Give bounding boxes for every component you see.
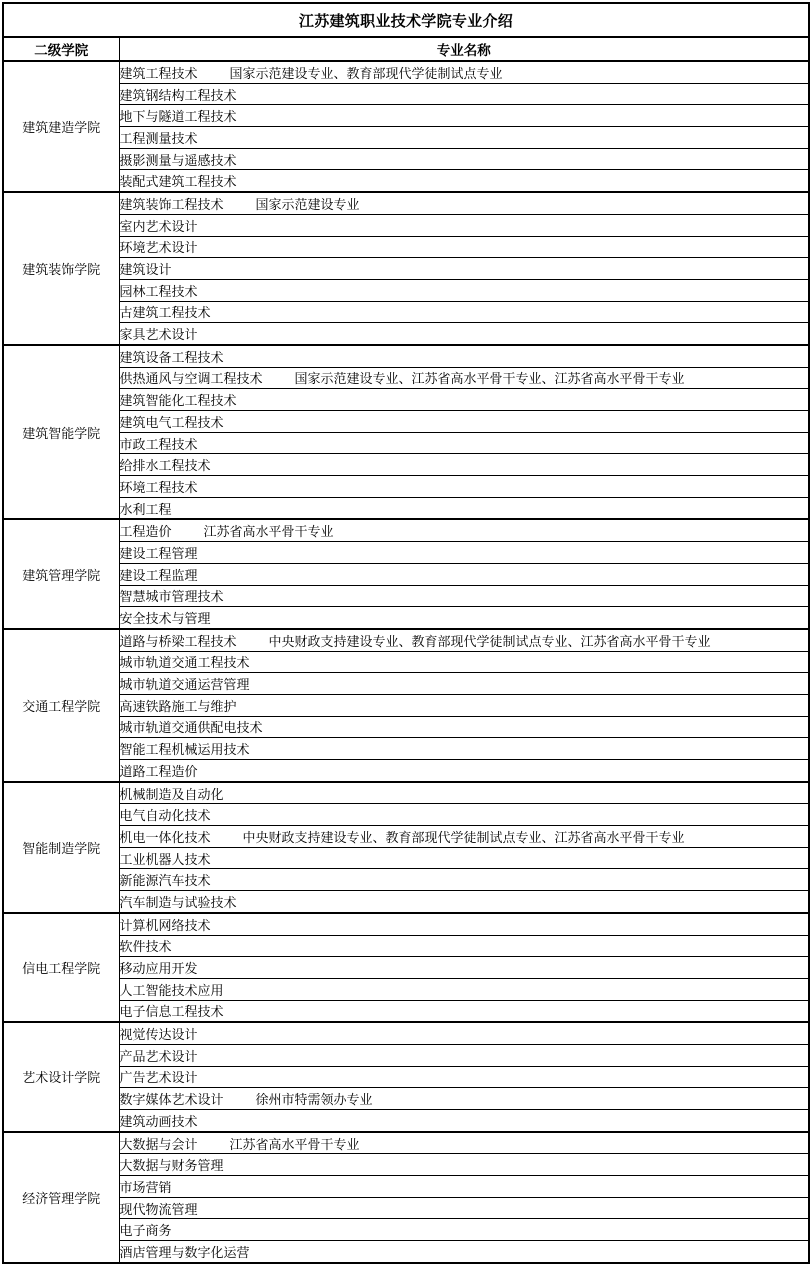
major-name-cell [119,519,809,541]
major-name-cell [119,192,809,214]
table-row [3,913,809,935]
major-name-text: 建筑装饰工程技术 [119,196,224,212]
major-name-cell [119,563,809,585]
majors-table-body [3,3,809,1263]
table-row [3,716,809,738]
major-name-cell [119,913,809,935]
table-row [3,629,809,651]
major-name-cell [119,1132,809,1154]
major-name-cell [119,345,809,367]
major-name-cell [119,607,809,629]
major-name-cell [119,279,809,301]
table-row [3,804,809,826]
major-name-text: 给排水工程技术 [119,458,211,474]
major-name-text: 建筑智能化工程技术 [119,393,237,409]
table-row [3,170,809,192]
table-row [3,1000,809,1022]
majors-table [2,2,810,1264]
major-name-text: 建筑工程技术 [119,65,198,81]
header-row [3,37,809,61]
major-name-cell [119,782,809,804]
major-name-text: 工业机器人技术 [119,851,211,867]
major-name-text: 家具艺术设计 [119,327,198,343]
table-row [3,519,809,541]
major-note-text: 江苏省高水平骨干专业 [229,1136,360,1152]
major-name-text: 水利工程 [119,501,172,517]
major-name-cell [119,804,809,826]
table-row [3,826,809,848]
major-name-text: 建筑钢结构工程技术 [119,87,237,103]
major-name-text: 道路与桥梁工程技术 [119,633,237,649]
major-note-text: 中央财政支持建设专业、教育部现代学徒制试点专业、江苏省高水平骨干专业 [268,633,711,649]
table-row [3,1088,809,1110]
table-row [3,476,809,498]
major-name-cell [119,760,809,782]
major-name-text: 现代物流管理 [119,1201,198,1217]
major-name-text: 工程造价 [119,524,172,540]
major-name-text: 电子商务 [119,1223,172,1239]
major-note-text: 徐州市特需领办专业 [255,1092,373,1108]
table-row [3,323,809,345]
major-name-text: 建筑设备工程技术 [119,349,224,365]
table-row [3,673,809,695]
major-name-text: 数字媒体艺术设计 [119,1092,224,1108]
major-name-text: 市政工程技术 [119,436,198,452]
table-row [3,542,809,564]
major-name-text: 机械制造及自动化 [119,786,224,802]
major-name-cell [119,673,809,695]
major-name-text: 室内艺术设计 [119,218,198,234]
major-name-cell [119,1154,809,1176]
table-row [3,148,809,170]
major-name-text: 地下与隧道工程技术 [119,109,237,125]
major-name-text: 安全技术与管理 [119,611,211,627]
major-name-cell [119,170,809,192]
table-row [3,935,809,957]
major-name-cell [119,1241,809,1263]
major-name-text: 新能源汽车技术 [119,873,211,889]
table-row [3,607,809,629]
major-name-cell [119,1000,809,1022]
table-row [3,279,809,301]
major-name-cell [119,127,809,149]
major-name-cell [119,454,809,476]
major-name-text: 城市轨道交通运营管理 [119,677,250,693]
table-row [3,1219,809,1241]
major-name-cell [119,585,809,607]
major-name-text: 电子信息工程技术 [119,1004,224,1020]
table-row [3,957,809,979]
table-row [3,258,809,280]
major-note-text: 国家示范建设专业 [255,196,360,212]
major-note-text: 江苏省高水平骨干专业 [203,524,334,540]
major-name-text: 产品艺术设计 [119,1048,198,1064]
major-name-text: 古建筑工程技术 [119,305,211,321]
table-row [3,83,809,105]
major-name-cell [119,476,809,498]
table-row [3,869,809,891]
college-name-cell: 经济管理学院 [3,1132,119,1263]
major-name-cell [119,978,809,1000]
table-row [3,105,809,127]
major-name-text: 市场营销 [119,1179,172,1195]
college-name-cell: 智能制造学院 [3,782,119,913]
table-row [3,497,809,519]
table-row [3,432,809,454]
table-row [3,563,809,585]
major-name-cell [119,1197,809,1219]
major-name-text: 建设工程监理 [119,567,198,583]
major-name-cell [119,826,809,848]
college-name-cell: 信电工程学院 [3,913,119,1022]
major-name-cell [119,891,809,913]
major-name-cell [119,83,809,105]
table-row [3,978,809,1000]
major-name-cell [119,1176,809,1198]
table-row [3,1197,809,1219]
major-name-cell [119,847,809,869]
table-row [3,1110,809,1132]
table-row [3,782,809,804]
major-name-text: 环境工程技术 [119,479,198,495]
major-name-cell [119,497,809,519]
major-name-text: 大数据与财务管理 [119,1158,224,1174]
table-row [3,1044,809,1066]
table-row [3,454,809,476]
table-row [3,1154,809,1176]
table-row [3,1066,809,1088]
table-row [3,367,809,389]
table-row [3,738,809,760]
major-name-text: 工程测量技术 [119,130,198,146]
major-name-cell [119,301,809,323]
major-name-cell [119,105,809,127]
major-name-cell [119,738,809,760]
table-row [3,1022,809,1044]
major-name-cell [119,629,809,651]
major-name-cell [119,389,809,411]
major-name-cell [119,1022,809,1044]
major-name-text: 广告艺术设计 [119,1070,198,1086]
major-note-text: 国家示范建设专业、江苏省高水平骨干专业、江苏省高水平骨干专业 [294,371,685,387]
major-name-cell [119,869,809,891]
major-name-text: 酒店管理与数字化运营 [119,1244,250,1260]
column-header-major: 专业名称 [119,37,809,61]
table-row [3,61,809,83]
table-row [3,236,809,258]
column-header-college: 二级学院 [3,37,119,61]
table-row [3,847,809,869]
college-name-cell: 建筑装饰学院 [3,192,119,345]
major-name-text: 智慧城市管理技术 [119,589,224,605]
major-note-text: 国家示范建设专业、教育部现代学徒制试点专业 [229,65,503,81]
table-row [3,891,809,913]
major-name-text: 环境艺术设计 [119,240,198,256]
major-name-text: 电气自动化技术 [119,808,211,824]
major-name-cell [119,1110,809,1132]
table-row [3,651,809,673]
major-name-text: 智能工程机械运用技术 [119,742,250,758]
major-name-text: 视觉传达设计 [119,1027,198,1043]
major-name-text: 园林工程技术 [119,283,198,299]
table-row [3,192,809,214]
major-name-cell [119,367,809,389]
major-name-text: 大数据与会计 [119,1136,198,1152]
college-name-cell: 艺术设计学院 [3,1022,119,1131]
table-row [3,1176,809,1198]
major-name-cell [119,694,809,716]
table-row [3,1241,809,1263]
major-name-text: 计算机网络技术 [119,917,211,933]
major-note-text: 中央财政支持建设专业、教育部现代学徒制试点专业、江苏省高水平骨干专业 [242,829,685,845]
major-name-cell [119,236,809,258]
college-name-cell: 建筑管理学院 [3,519,119,628]
table-row [3,411,809,433]
major-name-text: 高速铁路施工与维护 [119,698,237,714]
title-row [3,3,809,37]
major-name-text: 城市轨道交通工程技术 [119,655,250,671]
major-name-cell [119,148,809,170]
major-name-cell [119,61,809,83]
table-row [3,694,809,716]
major-name-text: 人工智能技术应用 [119,982,224,998]
major-name-cell [119,651,809,673]
major-name-cell [119,935,809,957]
major-name-cell [119,214,809,236]
major-name-text: 建筑设计 [119,262,172,278]
major-name-text: 移动应用开发 [119,961,198,977]
major-name-text: 摄影测量与遥感技术 [119,152,237,168]
table-row [3,760,809,782]
major-name-text: 建设工程管理 [119,545,198,561]
major-name-cell [119,716,809,738]
table-row [3,1132,809,1154]
page-title: 江苏建筑职业技术学院专业介绍 [3,3,809,37]
table-row [3,127,809,149]
major-name-text: 道路工程造价 [119,763,198,779]
college-name-cell: 建筑智能学院 [3,345,119,520]
major-name-cell [119,1219,809,1241]
table-row [3,214,809,236]
major-name-cell [119,542,809,564]
table-row [3,345,809,367]
major-name-cell [119,323,809,345]
major-name-cell [119,1066,809,1088]
major-name-cell [119,258,809,280]
major-name-text: 软件技术 [119,939,172,955]
major-name-text: 机电一体化技术 [119,829,211,845]
major-name-text: 供热通风与空调工程技术 [119,371,263,387]
major-name-text: 建筑动画技术 [119,1113,198,1129]
table-row [3,585,809,607]
table-row [3,389,809,411]
major-name-text: 装配式建筑工程技术 [119,174,237,190]
college-name-cell: 交通工程学院 [3,629,119,782]
table-row [3,301,809,323]
major-name-cell [119,1088,809,1110]
major-name-cell [119,1044,809,1066]
major-name-cell [119,432,809,454]
major-name-text: 建筑电气工程技术 [119,414,224,430]
major-name-text: 城市轨道交通供配电技术 [119,720,263,736]
major-name-text: 汽车制造与试验技术 [119,894,237,910]
major-name-cell [119,957,809,979]
major-name-cell [119,411,809,433]
college-name-cell: 建筑建造学院 [3,61,119,192]
